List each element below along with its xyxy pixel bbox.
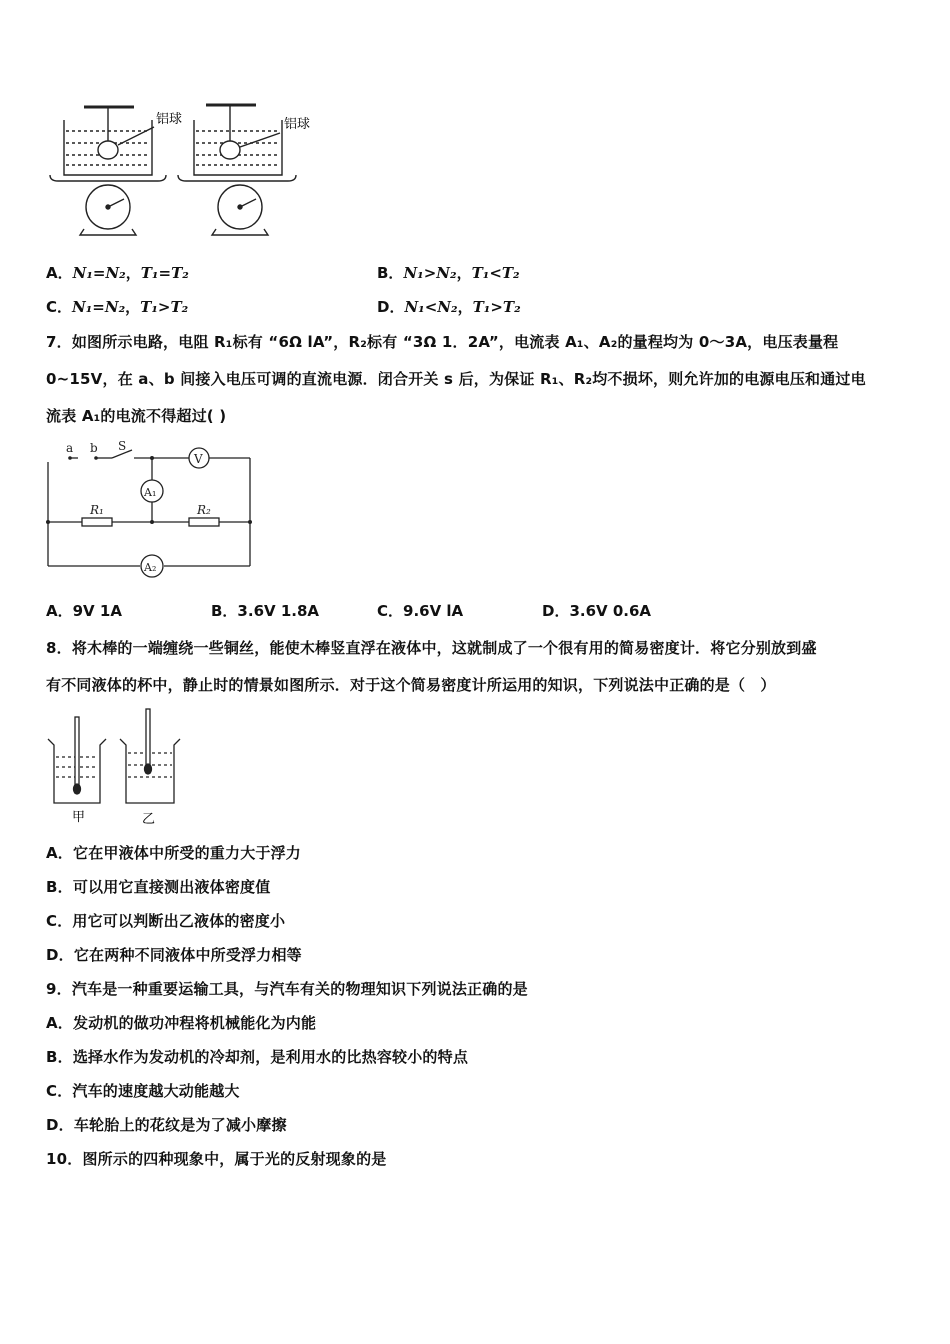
q9-option-a[interactable]: A．发动机的做功冲程将机械能化为内能: [46, 1014, 317, 1032]
q7-label-r1: R₁: [90, 503, 104, 517]
q6-option-a-n: N₁=N₂: [72, 264, 126, 282]
q8-stem-line1: 8．将木棒的一端缠绕一些铜丝，能使木棒竖直浮在液体中，这就制成了一个很有用的简易密度计．将它分别放到盛: [46, 639, 817, 657]
q7-stem-line2: 0~15V，在 a、b 间接入电压可调的直流电源．闭合开关 s 后，为保证 R₁、R₂均不损坏，则允许加的电源电压和通过电: [46, 370, 866, 388]
q6-figure: [44, 95, 344, 245]
q8-beaker-right: [120, 709, 180, 803]
q6-option-b-t: T₁<T₂: [471, 264, 520, 282]
q7-stem-line3: 流表 A₁的电流不得超过( ): [46, 407, 227, 425]
q9-option-c[interactable]: C．汽车的速度越大动能越大: [46, 1082, 240, 1100]
q7-label-a1: A₁: [144, 486, 157, 499]
q6-option-b-n: N₁>N₂: [403, 264, 457, 282]
q8-stem-line2: 有不同液体的杯中，静止时的情景如图所示．对于这个简易密度计所运用的知识，下列说法中正确的是（ ）: [46, 676, 776, 694]
q8-option-c[interactable]: C．用它可以判断出乙液体的密度小: [46, 912, 286, 930]
q9-option-b[interactable]: B．选择水作为发动机的冷却剂，是利用水的比热容较小的特点: [46, 1048, 469, 1066]
q7-resistor-r2: [189, 518, 219, 526]
q9-option-d[interactable]: D．车轮胎上的花纹是为了减小摩擦: [46, 1116, 287, 1134]
q7-label-v: V: [194, 452, 203, 466]
q6-option-b[interactable]: B．N₁>N₂，T₁<T₂: [377, 264, 520, 282]
q8-beaker-left: [48, 717, 106, 803]
q7-label-r2: R₂: [197, 503, 211, 517]
q7-resistor-r1: [82, 518, 112, 526]
q6-option-c[interactable]: C．N₁=N₂，T₁>T₂: [46, 298, 189, 316]
q8-label-right: 乙: [142, 812, 156, 827]
q7-option-c[interactable]: C．9.6V lA: [377, 602, 464, 620]
q7-option-d[interactable]: D．3.6V 0.6A: [542, 602, 652, 620]
q6-option-d-n: N₁<N₂: [404, 298, 458, 316]
q7-label-a: a: [66, 441, 74, 455]
q8-option-a[interactable]: A．它在甲液体中所受的重力大于浮力: [46, 844, 302, 862]
q6-label-right: 铝球: [284, 117, 311, 132]
q7-option-b[interactable]: B．3.6V 1.8A: [211, 602, 320, 620]
q6-option-d[interactable]: D．N₁<N₂，T₁>T₂: [377, 298, 521, 316]
q8-option-d[interactable]: D．它在两种不同液体中所受浮力相等: [46, 946, 302, 964]
q10-stem: 10．图所示的四种现象中，属于光的反射现象的是: [46, 1150, 387, 1168]
q6-option-a[interactable]: A．N₁=N₂，T₁=T₂: [46, 264, 189, 282]
q6-option-c-n: N₁=N₂: [72, 298, 126, 316]
q6-left-apparatus: [50, 107, 166, 235]
q6-option-c-t: T₁>T₂: [140, 298, 189, 316]
q7-label-a2: A₂: [144, 561, 157, 574]
q7-label-s: S: [118, 440, 127, 453]
q9-stem: 9．汽车是一种重要运输工具，与汽车有关的物理知识下列说法正确的是: [46, 980, 528, 998]
q6-label-left: 铝球: [156, 112, 183, 127]
q7-option-a[interactable]: A．9V 1A: [46, 602, 122, 620]
q8-label-left: 甲: [72, 810, 86, 825]
q6-right-apparatus: [178, 105, 296, 235]
q8-option-b[interactable]: B．可以用它直接测出液体密度值: [46, 878, 271, 896]
q6-option-a-t: T₁=T₂: [140, 264, 189, 282]
q6-option-d-t: T₁>T₂: [472, 298, 521, 316]
q7-label-b: b: [90, 441, 98, 455]
q7-stem-line1: 7．如图所示电路，电阻 R₁标有 “6Ω lA”，R₂标有 “3Ω 1．2A”，电流表 A₁、A₂的量程均为 0～3A，电压表量程: [46, 333, 839, 351]
q8-figure: [44, 705, 194, 830]
q7-circuit: [44, 440, 264, 580]
